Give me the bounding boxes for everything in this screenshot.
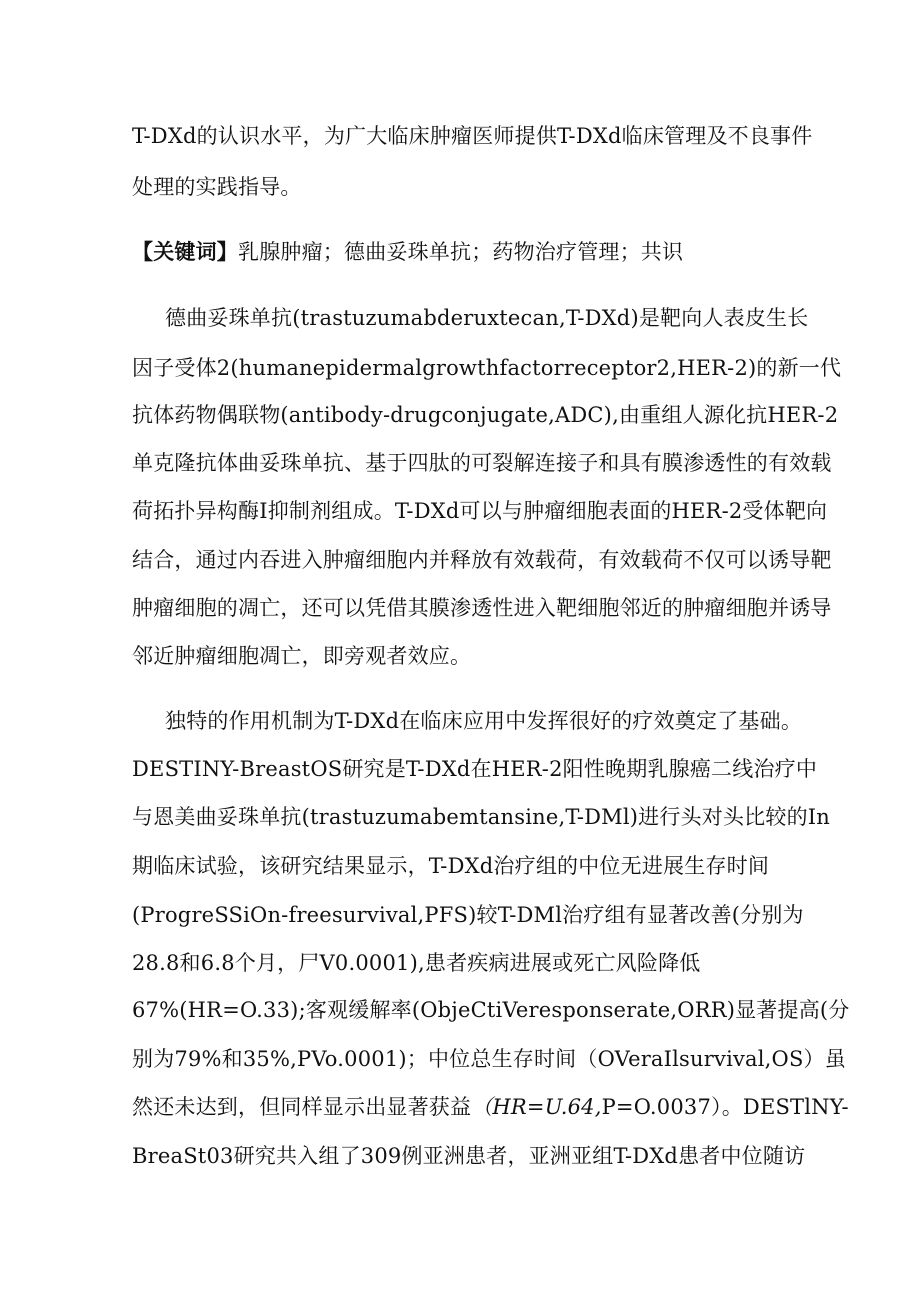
paragraph-line: BreaSt03研究共入组了309例亚洲患者，亚洲亚组T-DXd患者中位随访: [132, 1144, 806, 1168]
paragraph-line: 抗体药物偶联物(antibody-drugconjugate,ADC),由重组人源化抗HER-2: [132, 403, 839, 427]
line-text: P=O.0037）。DESTlNY-: [601, 1095, 849, 1119]
keywords-line: [132, 235, 792, 269]
paragraph-line: (ProgreSSiOn-freesurvival,PFS)较T-DMl治疗组有显著改善(分别为: [132, 903, 804, 927]
paragraph-line: 德曲妥珠单抗(trastuzumabderuxtecan,T-DXd)是靶向人表皮生长: [165, 306, 809, 330]
paragraph-line: 28.8和6.8个月，尸V0.0001),患者疾病进展或死亡风险降低: [132, 951, 701, 975]
intro-line-2: 处理的实践指导。: [132, 175, 302, 199]
paragraph-line: 独特的作用机制为T-DXd在临床应用中发挥很好的疗效奠定了基础。: [165, 709, 803, 733]
paragraph-line: DESTINY-BreastOS研究是T-DXd在HER-2阳性晚期乳腺癌二线治疗中: [132, 757, 818, 781]
paragraph-line: 与恩美曲妥珠单抗(trastuzumabemtansine,T-DMl)进行头对头比较的In: [132, 805, 831, 829]
paragraph-line: 结合，通过内吞进入肿瘤细胞内并释放有效载荷，有效载荷不仅可以诱导靶: [132, 548, 832, 572]
line-text: 然还未达到，但同样显示出显著获益: [132, 1095, 472, 1119]
paragraph-line: 期临床试验，该研究结果显示，T-DXd治疗组的中位无进展生存时间: [132, 854, 770, 878]
paragraph-line: 荷拓扑异构酶I抑制剂组成。T-DXd可以与肿瘤细胞表面的HER-2受体靶向: [132, 499, 828, 523]
paragraph-line: 邻近肿瘤细胞凋亡，即旁观者效应。: [132, 644, 472, 668]
intro-line-1: T-DXd的认识水平，为广大临床肿瘤医师提供T-DXd临床管理及不良事件: [132, 124, 813, 148]
paragraph-line: 别为79%和35%,PVo.0001)；中位总生存时间（OVeraIlsurvival,OS）虽: [132, 1047, 846, 1071]
hazard-ratio-text: （HR=U.64,: [471, 1095, 602, 1119]
paragraph-line: 肿瘤细胞的凋亡，还可以凭借其膜渗透性进入靶细胞邻近的肿瘤细胞并诱导: [132, 596, 832, 620]
paragraph-line: 单克隆抗体曲妥珠单抗、基于四肽的可裂解连接子和具有膜渗透性的有效载: [132, 451, 832, 475]
paragraph-line: [132, 1090, 849, 1124]
paragraph-line: 67%(HR=O.33);客观缓解率(ObjeCtiVeresponserate,ORR)显著提高(分: [132, 998, 850, 1022]
keywords-text: 乳腺肿瘤；德曲妥珠单抗；药物治疗管理；共识: [238, 240, 684, 264]
keywords-label: 【关键词】: [132, 239, 238, 264]
paragraph-line: 因子受体2(humanepidermalgrowthfactorreceptor2,HER-2)的新一代: [132, 356, 842, 380]
